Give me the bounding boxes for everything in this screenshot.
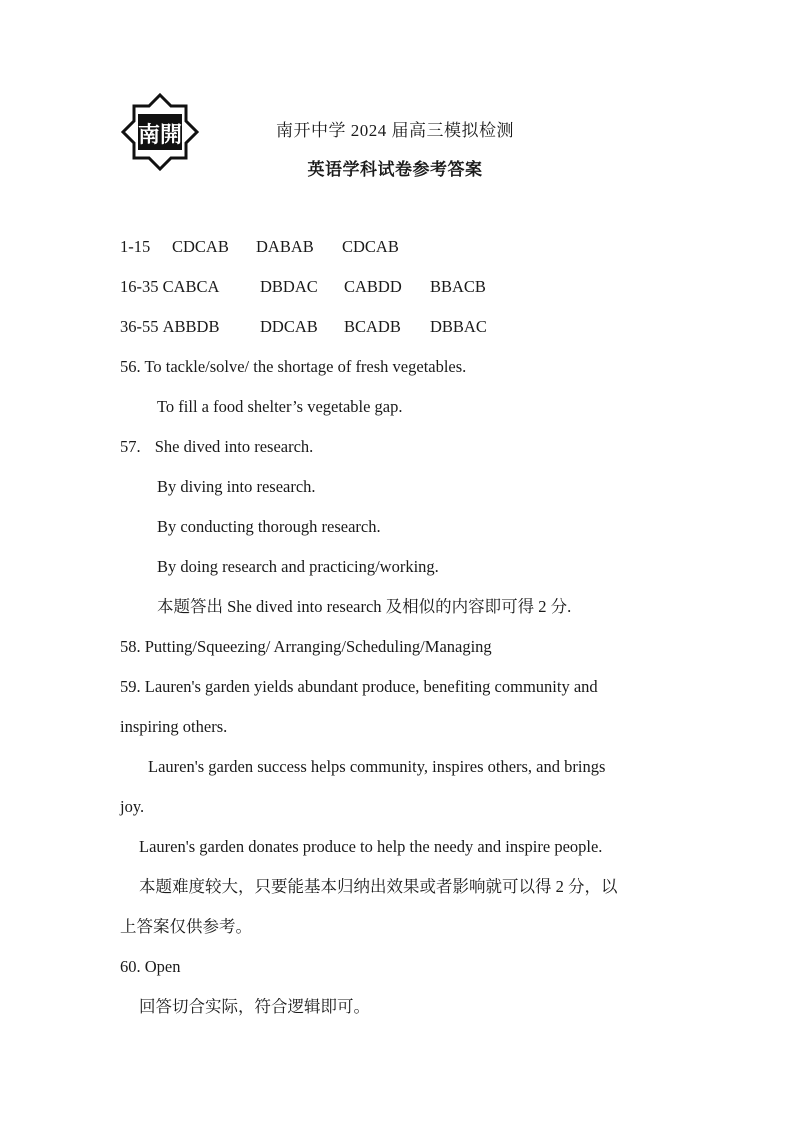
mc-range: 36-55	[120, 317, 159, 336]
q57-number: 57.	[120, 437, 141, 456]
mc-group: CDCAB	[172, 237, 229, 256]
mc-group: CABDD	[344, 277, 402, 296]
mc-group: DABAB	[256, 237, 314, 256]
q57-answer-1	[120, 437, 313, 457]
q59-note-line-1: 本题难度较大，只要能基本归纳出效果或者影响就可以得 2 分，以	[139, 877, 618, 896]
q59-answer-2-line-1: Lauren's garden success helps community, inspires others, and brings	[148, 757, 606, 776]
q57-answer-3: By conducting thorough research.	[157, 517, 381, 536]
subject-title: 英语学科试卷参考答案	[307, 160, 483, 179]
mc-group: BCADB	[344, 317, 401, 336]
q57-text: She dived into research.	[154, 437, 314, 456]
mc-answers-16-35	[120, 277, 486, 297]
mc-group: DBDAC	[260, 277, 318, 296]
q56-answer-1: 56. To tackle/solve/ the shortage of fresh vegetables.	[120, 357, 467, 376]
q58-answer: 58. Putting/Squeezing/ Arranging/Scheduling/Managing	[120, 637, 492, 656]
q57-note: 本题答出 She dived into research 及相似的内容即可得 2 分.	[157, 597, 572, 616]
mc-answers-36-55	[120, 317, 487, 337]
mc-answers-1-15	[120, 237, 399, 257]
mc-group: DDCAB	[260, 317, 318, 336]
q59-answer-1-line-2: inspiring others.	[120, 717, 228, 736]
q56-answer-2: To fill a food shelter’s vegetable gap.	[157, 397, 403, 416]
exam-title: 南开中学 2024 届高三模拟检测	[276, 121, 514, 140]
q59-answer-2-line-2: joy.	[120, 797, 145, 816]
q57-answer-4: By doing research and practicing/working.	[157, 557, 439, 576]
mc-group: CABCA	[162, 277, 220, 296]
q59-answer-1-line-1: 59. Lauren's garden yields abundant produce, benefiting community and	[120, 677, 598, 696]
mc-group: CDCAB	[342, 237, 399, 256]
q59-note-line-2: 上答案仅供参考。	[120, 917, 252, 936]
mc-range: 1-15	[120, 237, 151, 256]
q59-answer-3: Lauren's garden donates produce to help the needy and inspire people.	[139, 837, 603, 856]
q60-note: 回答切合实际，符合逻辑即可。	[139, 997, 370, 1016]
mc-range: 16-35	[120, 277, 159, 296]
mc-group: ABBDB	[162, 317, 220, 336]
logo-text: 南開	[137, 122, 183, 148]
school-logo	[120, 92, 200, 172]
q60-answer: 60. Open	[120, 957, 181, 976]
q57-answer-2: By diving into research.	[157, 477, 316, 496]
mc-group: BBACB	[430, 277, 486, 296]
mc-group: DBBAC	[430, 317, 487, 336]
